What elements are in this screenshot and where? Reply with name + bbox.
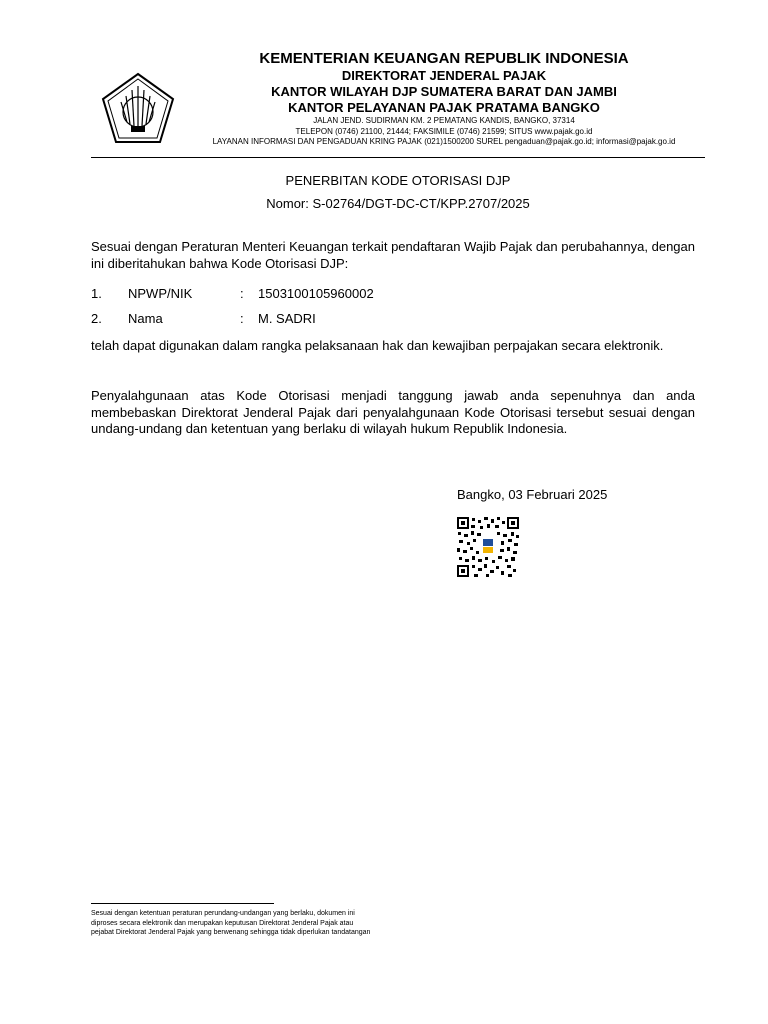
item-separator: : — [240, 311, 244, 326]
footnote — [91, 909, 411, 938]
item-number: 2. — [91, 311, 102, 326]
item-number: 1. — [91, 286, 102, 301]
ministry-name: KEMENTERIAN KEUANGAN REPUBLIK INDONESIA — [259, 50, 629, 67]
npwp-value: 1503100105960002 — [258, 286, 374, 301]
place-date: Bangko, 03 Februari 2025 — [457, 487, 608, 502]
name-value: M. SADRI — [258, 311, 316, 326]
footnote-line: pejabat Direktorat Jenderal Pajak yang berwenang sehingga tidak diperlukan tandatangan — [91, 929, 371, 936]
footnote-line: diproses secara elektronik dan merupakan keputusan Direktorat Jenderal Pajak atau — [91, 919, 354, 927]
office-phone: TELEPON (0746) 21100, 21444; FAKSIMILE (0746) 21599; SITUS www.pajak.go.id — [295, 126, 593, 136]
directorate-name: DIREKTORAT JENDERAL PAJAK — [341, 68, 547, 83]
header-divider — [91, 157, 705, 158]
intro-paragraph: Sesuai dengan Peraturan Menteri Keuangan terkait pendaftaran Wajib Pajak dan perubahannya, dengan ini diberitahukan bahwa Kode Otorisasi DJP: — [91, 239, 695, 271]
document-title: PENERBITAN KODE OTORISASI DJP — [285, 173, 511, 188]
letterhead — [176, 50, 712, 148]
qr-code-icon — [456, 516, 520, 578]
regional-office-name: KANTOR WILAYAH DJP SUMATERA BARAT DAN JAMBI — [271, 84, 617, 99]
footnote-line: Sesuai dengan ketentuan peraturan perundang-undangan yang berlaku, dokumen ini — [91, 910, 355, 917]
office-address: JALAN JEND. SUDIRMAN KM. 2 PEMATANG KANDIS, BANGKO, 37314 — [313, 116, 575, 125]
tax-office-name: KANTOR PELAYANAN PAJAK PRATAMA BANGKO — [288, 100, 600, 115]
usage-paragraph: telah dapat digunakan dalam rangka pelaksanaan hak dan kewajiban perpajakan secara elektronik. — [91, 338, 664, 353]
item-label: Nama — [128, 311, 163, 326]
document-number: Nomor: S-02764/DGT-DC-CT/KPP.2707/2025 — [266, 196, 530, 211]
footnote-divider — [91, 903, 274, 904]
item-label: NPWP/NIK — [128, 286, 193, 301]
office-service-info: LAYANAN INFORMASI DAN PENGADUAN KRING PAJAK (021)1500200 SUREL pengaduan@pajak.go.id; informasi@pajak.go.id — [212, 137, 676, 146]
liability-paragraph: Penyalahgunaan atas Kode Otorisasi menjadi tanggung jawab anda sepenuhnya dan anda membebaskan Direktorat Jenderal Pajak dari penyalahgunaan Kode Otorisasi tersebut sesuai dengan undang-undang dan ketentuan yang berlaku di wilayah hukum Republik Indonesia. — [91, 388, 695, 436]
ministry-emblem-icon — [101, 72, 175, 144]
item-separator: : — [240, 286, 244, 301]
